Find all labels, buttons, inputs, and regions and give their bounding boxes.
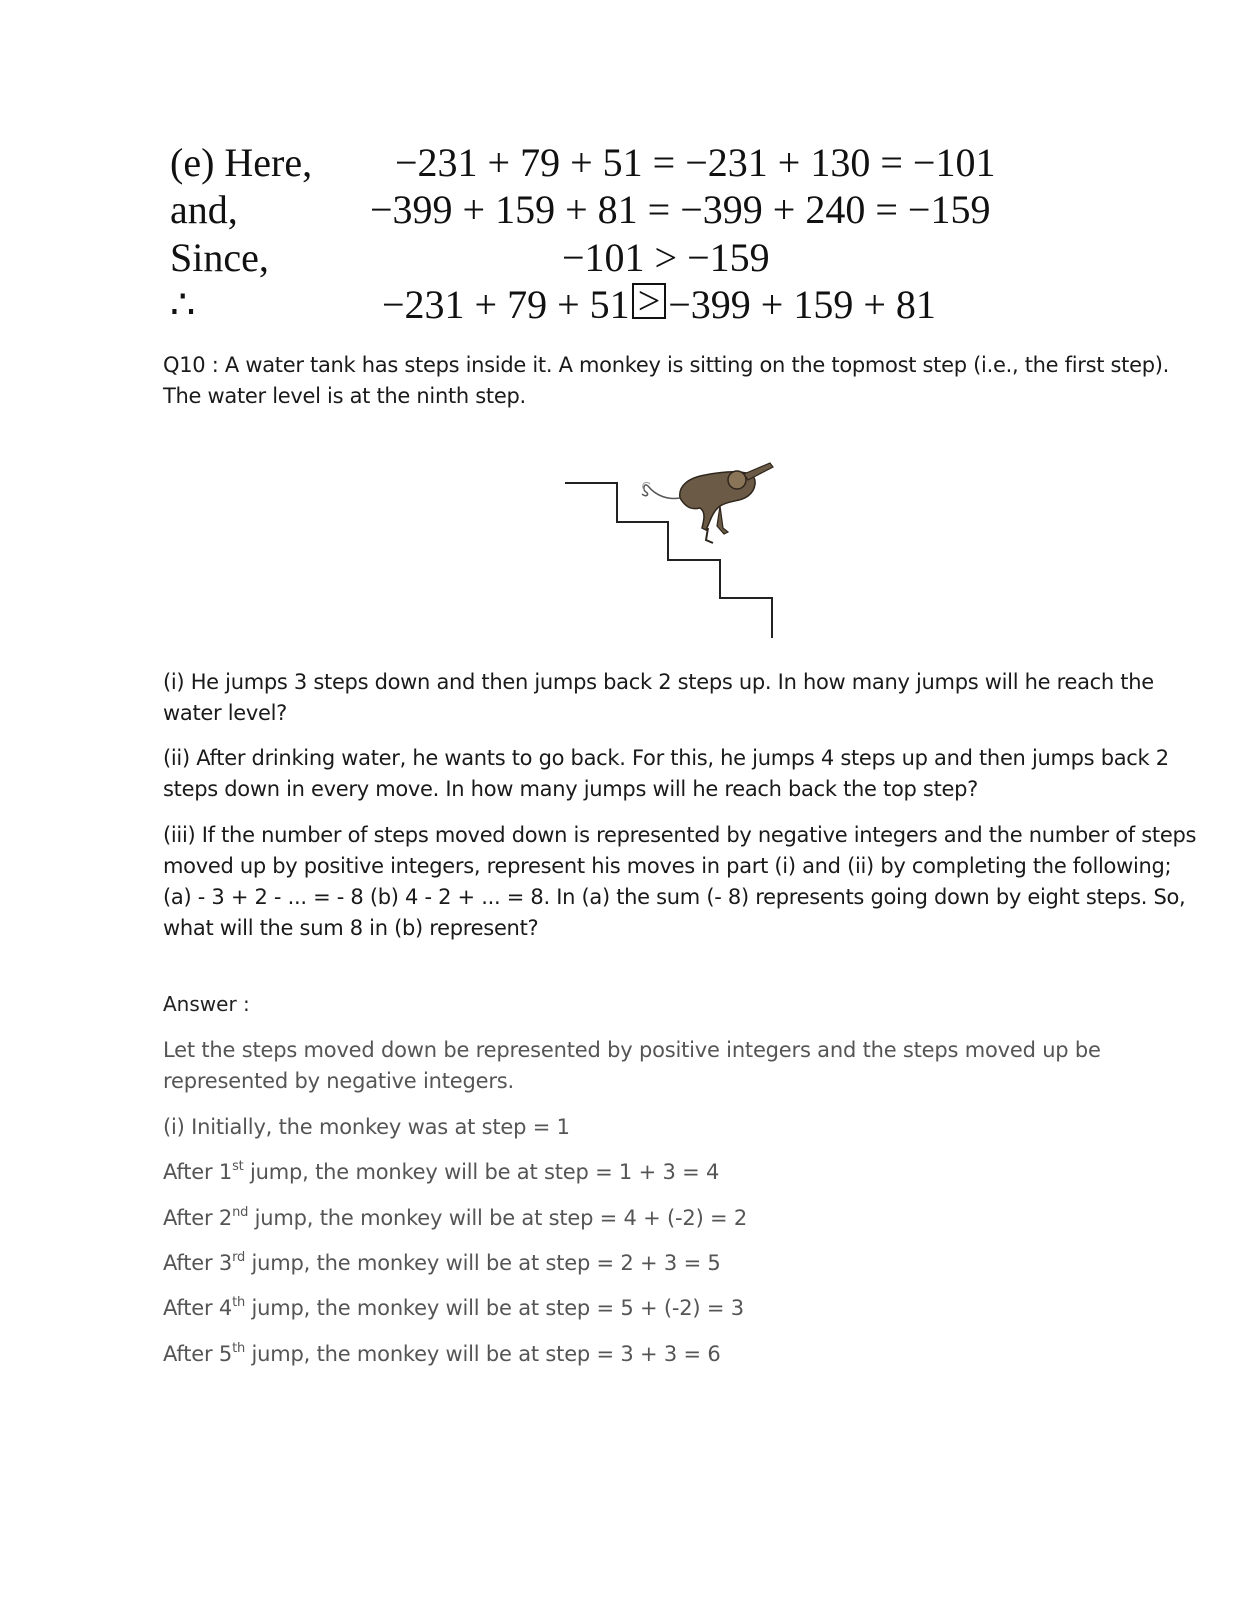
question-10-part-i: (i) He jumps 3 steps down and then jumps back 2 steps up. In how many jumps will he reach the water level? [163, 670, 1154, 725]
math-label: and, [170, 187, 238, 232]
answer-intro: Let the steps moved down be represented by positive integers and the steps moved up be represented by negative integers. [163, 1038, 1101, 1093]
answer-jump-line: After 5th jump, the monkey will be at step = 3 + 3 = 6 [163, 1341, 721, 1366]
math-label: Since, [170, 235, 269, 280]
expression-right: −399 + 159 + 81 [668, 282, 936, 327]
math-label: (e) Here, [170, 140, 313, 185]
question-10-part-iii: (iii) If the number of steps moved down is represented by negative integers and the number of steps moved up by positive integers, represent his moves in part (i) and (ii) by completing the following; (a) - 3 + 2 - ... = - 8 (b) 4 - 2 + ... = 8. In (a) the sum (- 8) represents going down by eight steps. So, what will the sum 8 in (b) represent? [163, 823, 1197, 940]
math-expression: −231 + 79 + 51 = −231 + 130 = −101 [395, 140, 996, 185]
therefore-symbol: ∴ [170, 282, 196, 327]
math-expression: −399 + 159 + 81 = −399 + 240 = −159 [370, 187, 991, 232]
math-expression: −101 > −159 [562, 235, 770, 280]
answer-jump-line: After 1st jump, the monkey will be at step = 1 + 3 = 4 [163, 1159, 720, 1184]
expression-left: −231 + 79 + 51 [382, 282, 630, 327]
answer-initial-step: (i) Initially, the monkey was at step = 1 [163, 1115, 570, 1139]
answer-jump-line: After 2nd jump, the monkey will be at step = 4 + (-2) = 2 [163, 1205, 748, 1230]
question-10-intro: Q10 : A water tank has steps inside it. A monkey is sitting on the topmost step (i.e., the first step). The water level is at the ninth step. [163, 353, 1170, 408]
answer-jump-line: After 3rd jump, the monkey will be at step = 2 + 3 = 5 [163, 1250, 721, 1275]
answer-jump-line: After 4th jump, the monkey will be at step = 5 + (-2) = 3 [163, 1295, 744, 1320]
answer-label: Answer : [163, 992, 250, 1016]
staircase-outline [565, 483, 772, 638]
staircase-monkey-diagram [560, 450, 790, 645]
monkey-illustration [642, 463, 773, 543]
question-10-part-ii: (ii) After drinking water, he wants to go back. For this, he jumps 4 steps up and then jumps back 2 steps down in every move. In how many jumps will he reach back the top step? [163, 746, 1169, 801]
math-expression [382, 278, 936, 328]
inequality-answer-box: > [632, 283, 667, 319]
